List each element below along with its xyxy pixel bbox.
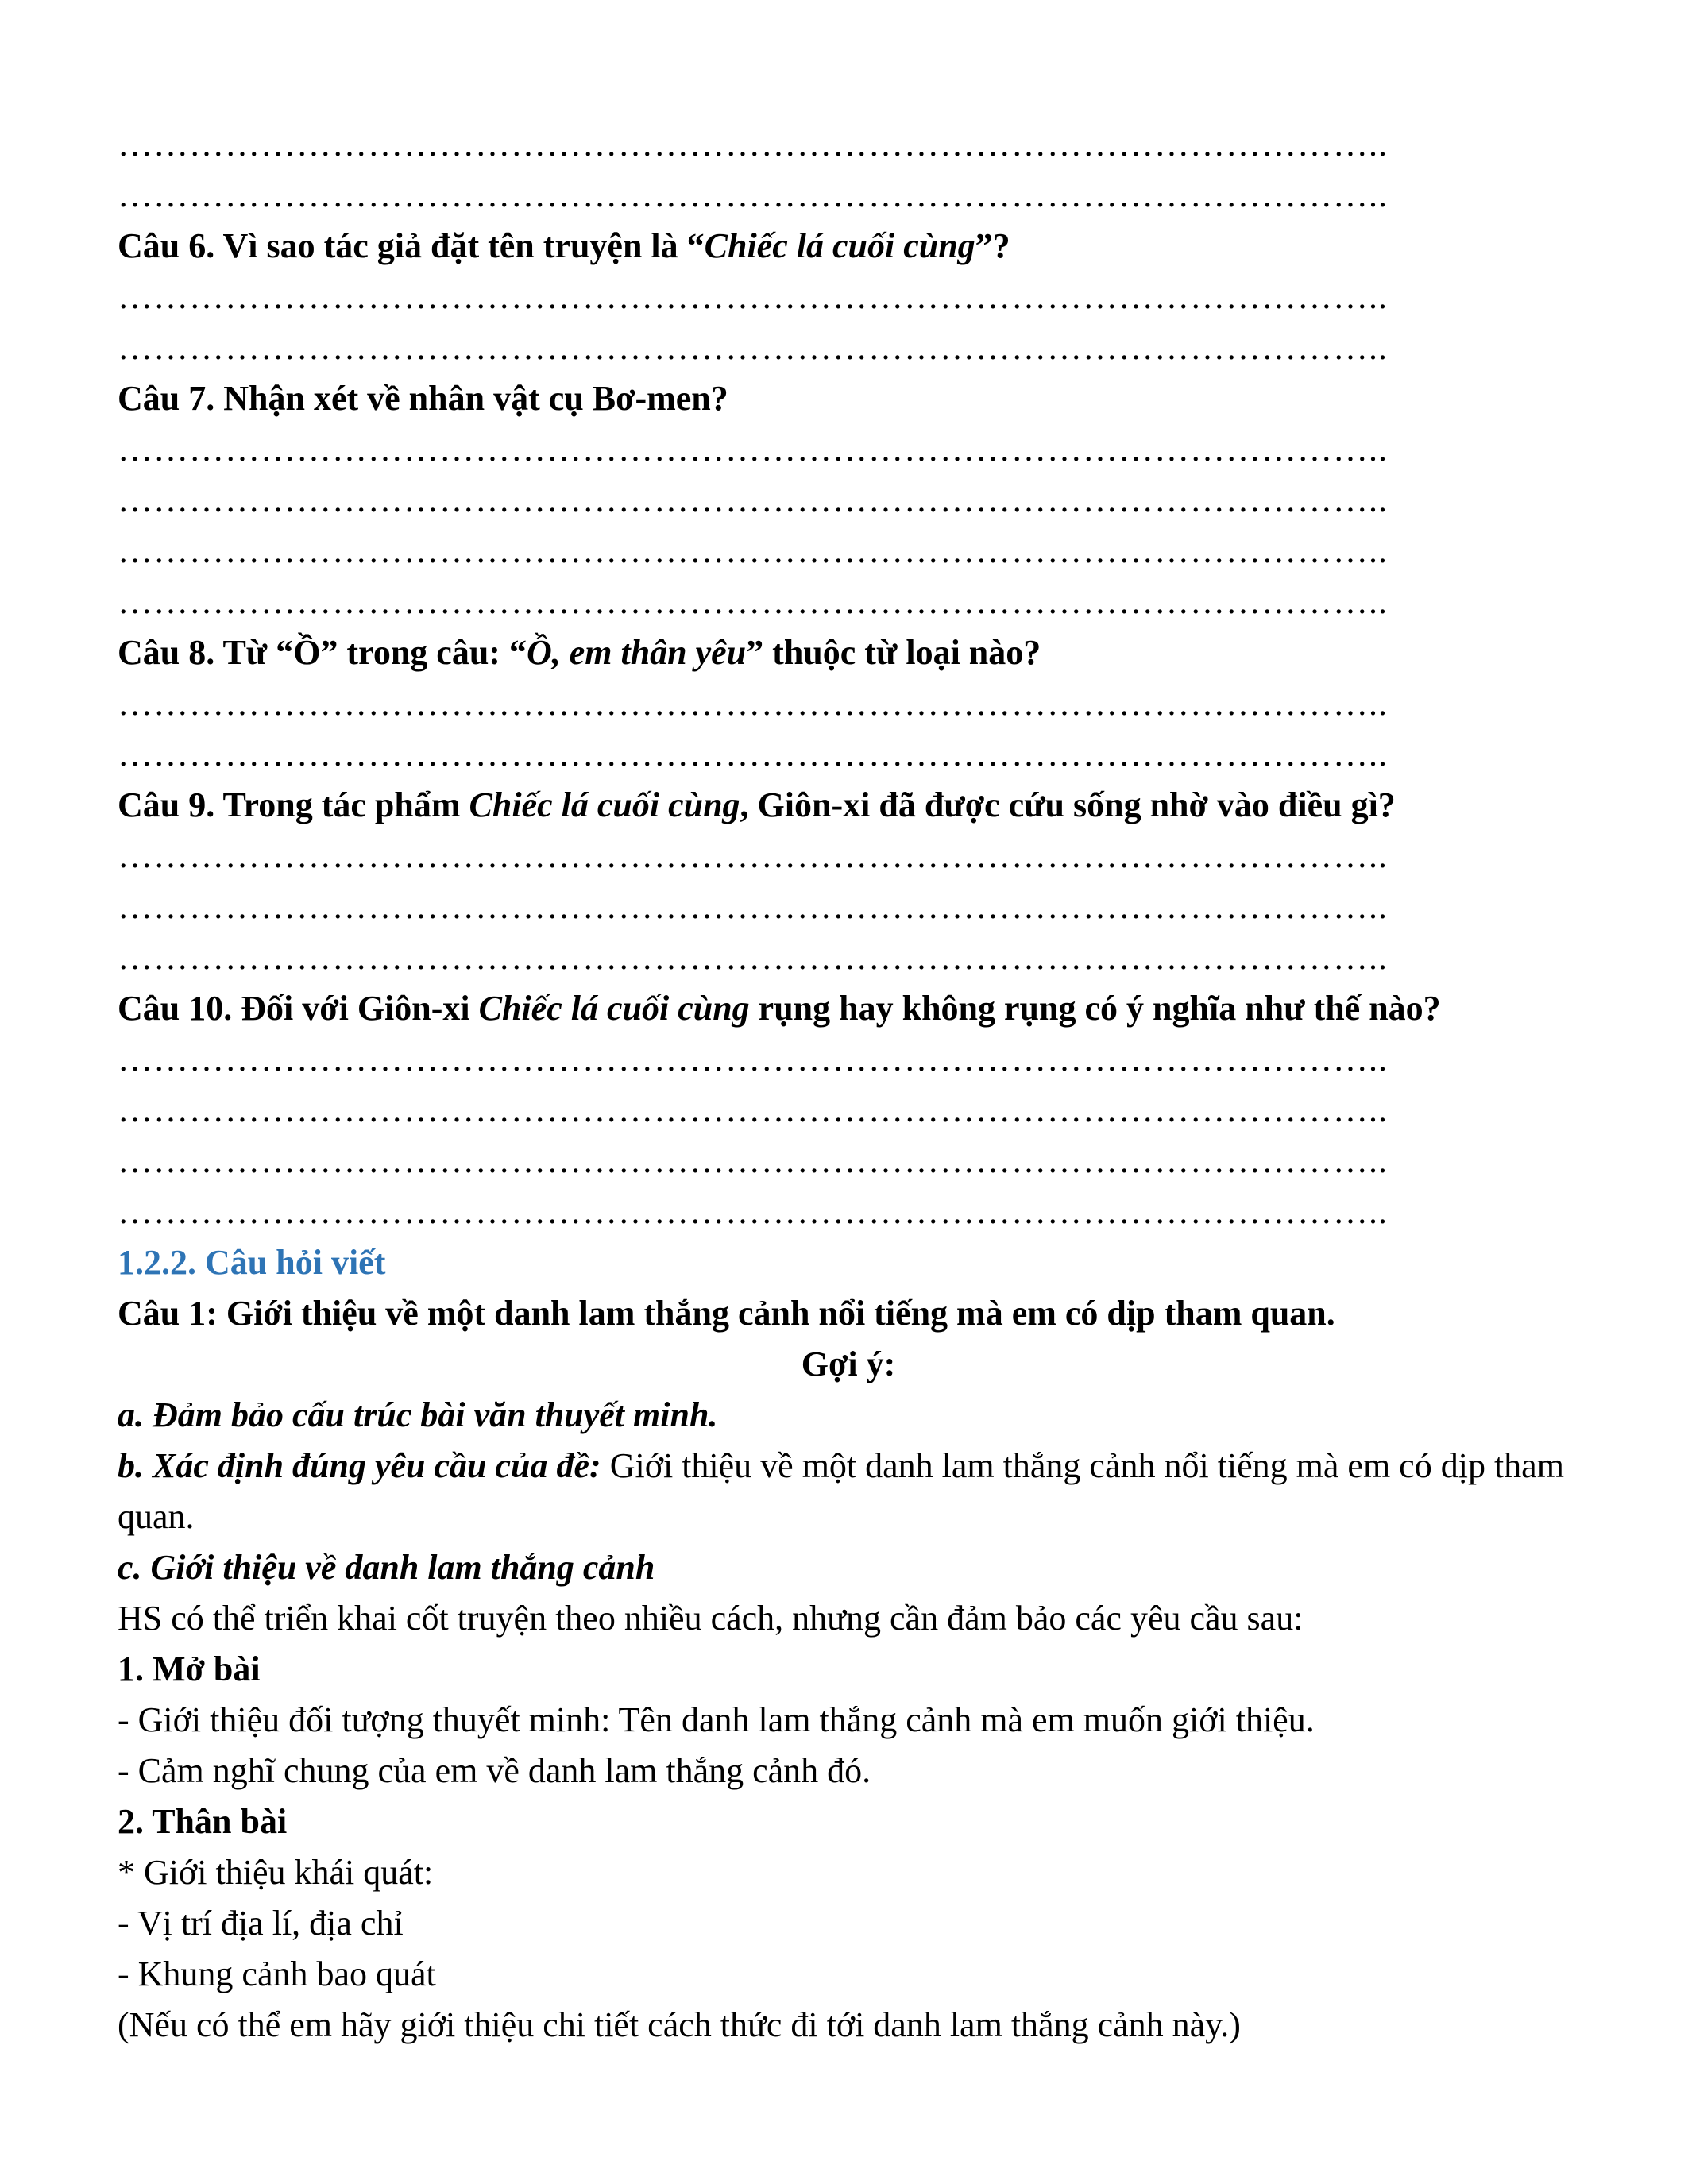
- intro-heading: 1. Mở bài: [118, 1650, 261, 1688]
- answer-line: ……………………………………………………………………………………………..: [118, 125, 1388, 164]
- answer-line: ……………………………………………………………………………………………..: [118, 1040, 1388, 1078]
- answer-line: ……………………………………………………………………………………………..: [118, 684, 1388, 723]
- body-item: - Khung cảnh bao quát: [118, 1954, 436, 1993]
- answer-line: ……………………………………………………………………………………………..: [118, 176, 1388, 214]
- body-item: - Vị trí địa lí, địa chỉ: [118, 1904, 404, 1943]
- body-item: * Giới thiệu khái quát:: [118, 1853, 434, 1892]
- answer-line: ……………………………………………………………………………………………..: [118, 1090, 1388, 1129]
- answer-line: ……………………………………………………………………………………………..: [118, 1192, 1388, 1231]
- intro-item: - Giới thiệu đối tượng thuyết minh: Tên danh lam thắng cảnh mà em muốn giới thiệu.: [118, 1700, 1315, 1739]
- instruction-text: HS có thể triển khai cốt truyện theo nhiều cách, nhưng cần đảm bảo các yêu cầu sau:: [118, 1599, 1304, 1638]
- answer-line: ……………………………………………………………………………………………..: [118, 328, 1388, 367]
- writing-question-1: Câu 1: Giới thiệu về một danh lam thắng cảnh nổi tiếng mà em có dịp tham quan.: [118, 1294, 1335, 1333]
- body-item: (Nếu có thể em hãy giới thiệu chi tiết cách thức đi tới danh lam thắng cảnh này.): [118, 2005, 1241, 2044]
- answer-line: ……………………………………………………………………………………………..: [118, 836, 1388, 875]
- question-9: Câu 9. Trong tác phẩm Chiếc lá cuối cùng, Giôn-xi đã được cứu sống nhờ vào điều gì?: [118, 785, 1396, 824]
- question-8: Câu 8. Từ “Ồ” trong câu: “Ồ, em thân yêu” thuộc từ loại nào?: [118, 633, 1041, 672]
- hint-heading: Gợi ý:: [801, 1345, 896, 1383]
- criterion-b: b. Xác định đúng yêu cầu của đề: Giới thiệu về một danh lam thắng cảnh nổi tiếng mà em có dịp tham quan.: [118, 1446, 1564, 1536]
- intro-item: - Cảm nghĩ chung của em về danh lam thắng cảnh đó.: [118, 1751, 871, 1790]
- section-heading: 1.2.2. Câu hỏi viết: [118, 1243, 386, 1282]
- answer-line: ……………………………………………………………………………………………..: [118, 938, 1388, 977]
- criterion-a: a. Đảm bảo cấu trúc bài văn thuyết minh.: [118, 1395, 718, 1434]
- answer-line: ……………………………………………………………………………………………..: [118, 430, 1388, 469]
- answer-line: ……………………………………………………………………………………………..: [118, 735, 1388, 774]
- question-7: Câu 7. Nhận xét về nhân vật cụ Bơ-men?: [118, 379, 728, 418]
- answer-line: ……………………………………………………………………………………………..: [118, 887, 1388, 926]
- body-heading: 2. Thân bài: [118, 1802, 288, 1841]
- question-10: Câu 10. Đối với Giôn-xi Chiếc lá cuối cùng rụng hay không rụng có ý nghĩa như thế nào?: [118, 989, 1441, 1028]
- answer-line: ……………………………………………………………………………………………..: [118, 277, 1388, 316]
- criterion-c: c. Giới thiệu về danh lam thắng cảnh: [118, 1548, 655, 1587]
- question-6: Câu 6. Vì sao tác giả đặt tên truyện là “Chiếc lá cuối cùng”?: [118, 226, 1010, 265]
- answer-line: ……………………………………………………………………………………………..: [118, 480, 1388, 519]
- answer-line: ……………………………………………………………………………………………..: [118, 582, 1388, 621]
- answer-line: ……………………………………………………………………………………………..: [118, 1141, 1388, 1180]
- answer-line: ……………………………………………………………………………………………..: [118, 531, 1388, 570]
- document-page: [118, 119, 1579, 2051]
